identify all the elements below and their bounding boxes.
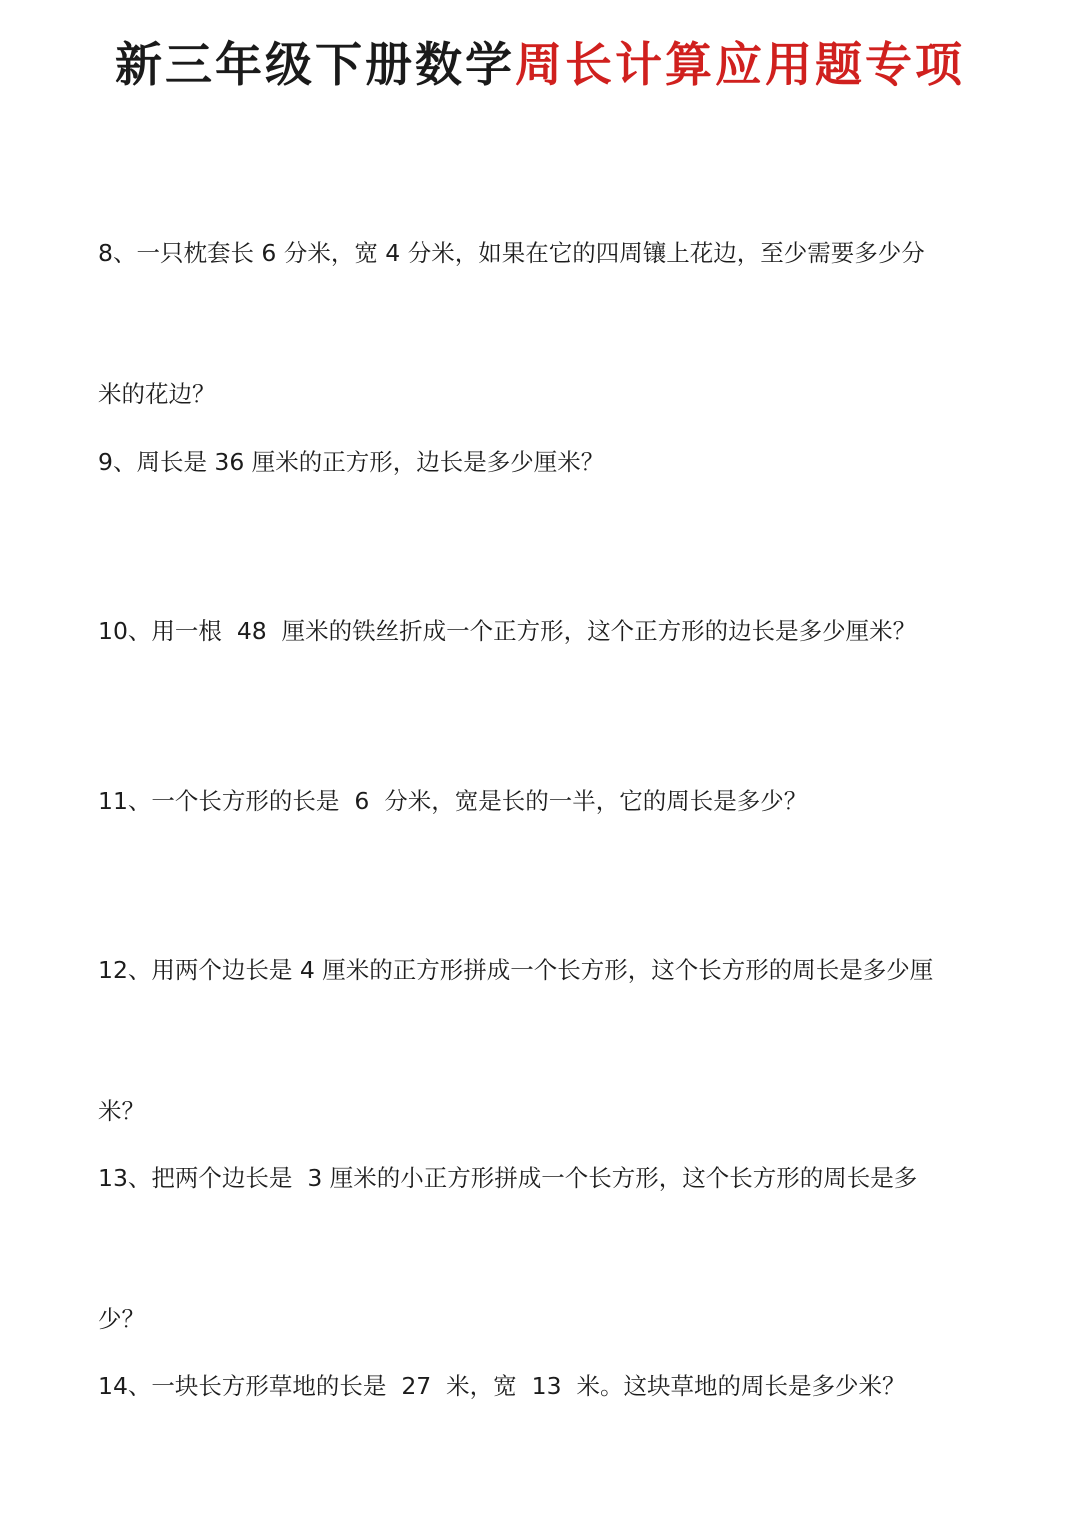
question-9 — [98, 345, 998, 533]
question-text-line: 米？ — [98, 1097, 145, 1125]
question-text-line: 9、周长是 36 厘米的正方形，边长是多少厘米？ — [98, 448, 605, 476]
title-part-black: 新三年级下册数学 — [115, 38, 515, 93]
question-text-line: 11、一个长方形的长是 6 分米，宽是长的一半，它的周长是多少？ — [98, 787, 808, 815]
title-part-red: 周长计算应用题专项 — [515, 38, 965, 93]
question-text-line: 米的花边？ — [98, 380, 216, 408]
question-text-line: 8、一只枕套长 6 分米，宽 4 分米，如果在它的四周镶上花边，至少需要多少分 — [98, 239, 925, 267]
question-text-line: 13、把两个边长是 3 厘米的小正方形拼成一个长方形，这个长方形的周长是多 — [98, 1164, 918, 1192]
question-10 — [98, 514, 998, 702]
question-text-line: 10、用一根 48 厘米的铁丝折成一个正方形，这个正方形的边长是多少厘米？ — [98, 617, 917, 645]
worksheet-title — [0, 36, 1080, 96]
question-text-line: 14、一块长方形草地的长是 27 米，宽 13 米。这块草地的周长是多少米？ — [98, 1372, 906, 1400]
question-11 — [98, 684, 998, 872]
question-text-line: 少？ — [98, 1305, 145, 1333]
question-14 — [98, 1269, 998, 1457]
question-text-line: 12、用两个边长是 4 厘米的正方形拼成一个长方形，这个长方形的周长是多少厘 — [98, 956, 934, 984]
